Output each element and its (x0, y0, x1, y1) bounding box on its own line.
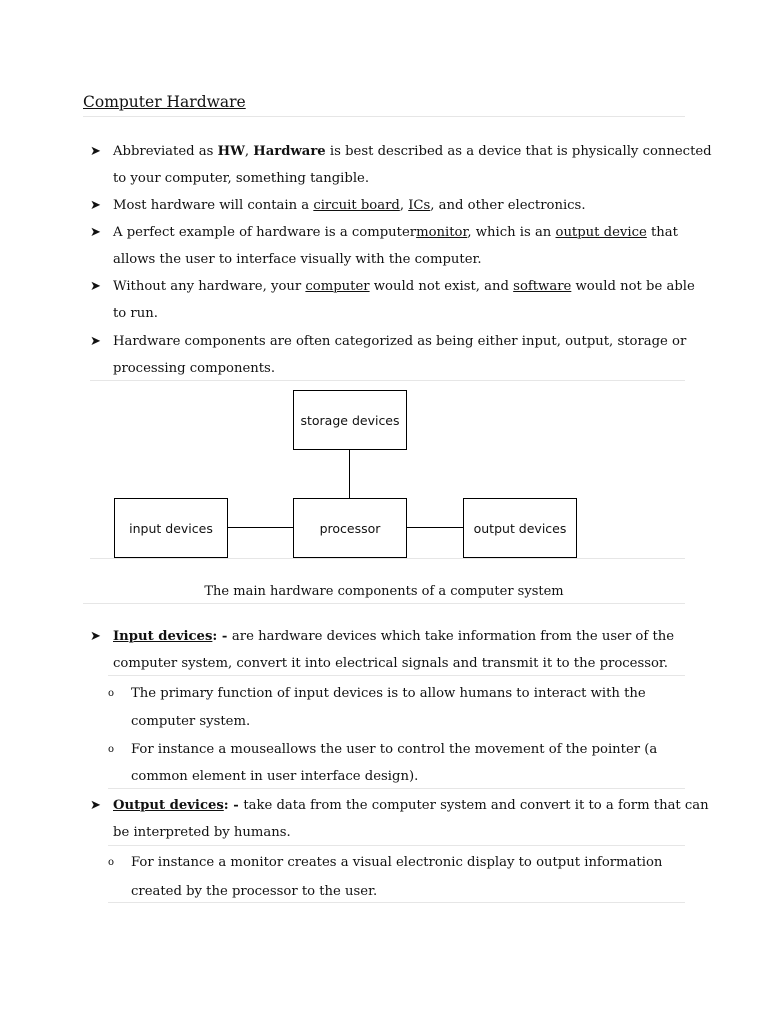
bullet-3-line-2: allows the user to interface visually with the computer. (113, 252, 482, 267)
output-devices-heading: Output devices (113, 798, 224, 813)
text: , which is an (467, 225, 556, 240)
arrowhead-bullet-icon: ➤ (90, 225, 101, 240)
text: : - (212, 629, 232, 644)
ics-link[interactable]: ICs (408, 198, 431, 213)
connector-input-processor (227, 527, 293, 528)
divider (90, 558, 685, 559)
storage-devices-box: storage devices (293, 390, 407, 450)
output-devices-box: output devices (463, 498, 577, 558)
input-devices-box: input devices (114, 498, 228, 558)
input-sub-2-line-1: For instance a mouseallows the user to control the movement of the pointer (a (131, 742, 658, 757)
circle-bullet-icon: o (108, 744, 115, 755)
bullet-2-line-1 (113, 198, 586, 213)
text: that (646, 225, 678, 240)
arrowhead-bullet-icon: ➤ (90, 629, 101, 644)
divider (90, 380, 685, 381)
circle-bullet-icon: o (108, 688, 115, 699)
divider (108, 675, 685, 676)
arrowhead-bullet-icon: ➤ (90, 144, 101, 159)
arrowhead-bullet-icon: ➤ (90, 798, 101, 813)
circuit-board-link[interactable]: circuit board (313, 198, 400, 213)
arrowhead-bullet-icon: ➤ (90, 334, 101, 349)
text: , and other electronics. (430, 198, 586, 213)
output-devices-line-2: be interpreted by humans. (113, 825, 291, 840)
output-devices-line-1 (113, 798, 709, 813)
bullet-1-line-1 (113, 144, 712, 159)
divider (83, 603, 685, 604)
text: would not exist, and (369, 279, 514, 294)
processor-box: processor (293, 498, 407, 558)
bullet-5-line-2: processing components. (113, 361, 276, 376)
text: A perfect example of hardware is a computer (113, 225, 417, 240)
text: would not be able (571, 279, 695, 294)
computer-link[interactable]: computer (305, 279, 370, 294)
divider (108, 845, 685, 846)
arrowhead-bullet-icon: ➤ (90, 198, 101, 213)
output-device-link[interactable]: output device (555, 225, 647, 240)
bullet-4-line-1 (113, 279, 695, 294)
input-sub-1-line-2: computer system. (131, 714, 251, 729)
text: Most hardware will contain a (113, 198, 314, 213)
text: are hardware devices which take information from the user of the (231, 629, 675, 644)
input-sub-2-line-2: common element in user interface design). (131, 769, 419, 784)
text: : - (223, 798, 244, 813)
output-sub-1-line-1: For instance a monitor creates a visual electronic display to output information (131, 855, 663, 870)
page-title: Computer Hardware (83, 93, 246, 111)
input-sub-1-line-1: The primary function of input devices is to allow humans to interact with the (131, 686, 646, 701)
text: is best described as a device that is physically connected (325, 144, 712, 159)
connector-processor-output (406, 527, 463, 528)
bullet-4-line-2: to run. (113, 306, 158, 321)
text: Abbreviated as (113, 144, 218, 159)
connector-storage-processor (349, 449, 350, 498)
software-link[interactable]: software (513, 279, 572, 294)
bullet-1-line-2: to your computer, something tangible. (113, 171, 370, 186)
arrowhead-bullet-icon: ➤ (90, 279, 101, 294)
text: take data from the computer system and convert it to a form that can (243, 798, 709, 813)
diagram-caption: The main hardware components of a computer system (204, 584, 564, 599)
text: Without any hardware, your (113, 279, 306, 294)
input-devices-heading: Input devices (113, 629, 213, 644)
bullet-3-line-1 (113, 225, 678, 240)
monitor-link[interactable]: monitor (416, 225, 468, 240)
divider (108, 788, 685, 789)
text: , (399, 198, 409, 213)
output-sub-1-line-2: created by the processor to the user. (131, 884, 378, 899)
divider (83, 116, 685, 117)
divider (108, 902, 685, 903)
input-devices-line-1 (113, 629, 674, 644)
circle-bullet-icon: o (108, 857, 115, 868)
bold-hardware: Hardware (253, 144, 326, 159)
input-devices-line-2: computer system, convert it into electrical signals and transmit it to the processor. (113, 656, 668, 671)
bold-hw: HW (217, 144, 245, 159)
text: , (244, 144, 254, 159)
bullet-5-line-1: Hardware components are often categorized as being either input, output, storage or (113, 334, 687, 349)
